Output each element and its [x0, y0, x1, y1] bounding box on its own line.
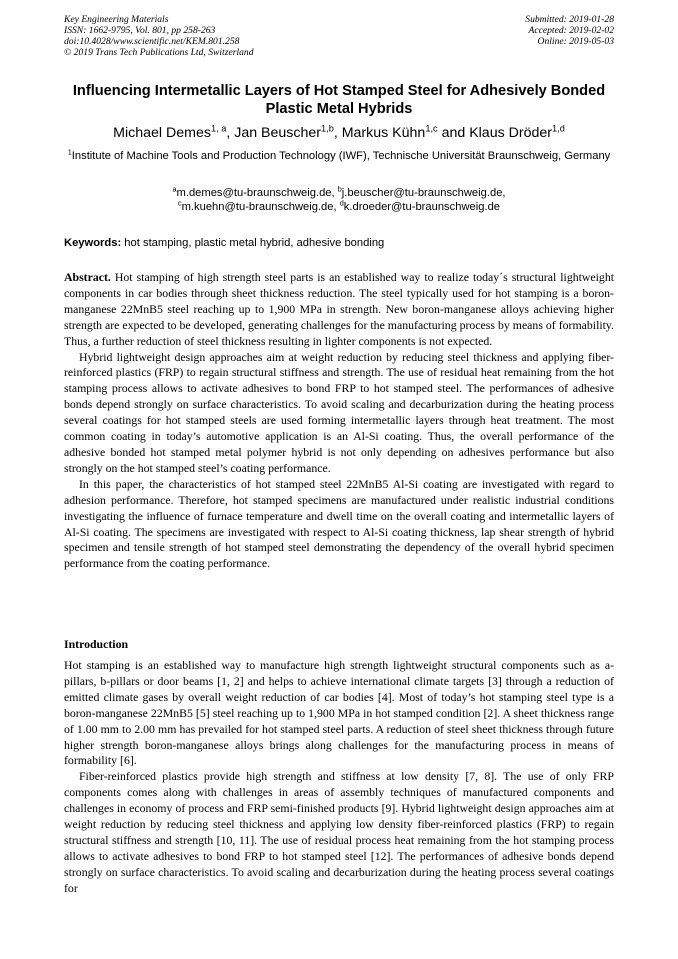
issn-line: ISSN: 1662-9795, Vol. 801, pp 258-263: [64, 25, 216, 36]
author-separator: ,: [333, 125, 342, 141]
paper-title: Influencing Intermetallic Layers of Hot Stamped Steel for Adhesively Bonded Plastic Metal Hybrids: [72, 83, 606, 117]
abstract-paragraph: In this paper, the characteristics of hot stamped steel 22MnB5 Al-Si coating are investigated with regard to adhesion performance. Therefore, hot stamped specimens are manufactured under realistic industrial conditions investigating the influence of furnace temperature and dwell time on the overall coating and intermetallic layers of Al-Si coating. The specimens are investigated with respect to Al-Si coating thickness, lap shear strength of hybrid specimen and tensile strength of hot stamped steel demonstrating the dependency of the overall hybrid specimen performance from the coating performance.: [64, 476, 614, 571]
email-address[interactable]: k.droeder@tu-braunschweig.de: [343, 201, 501, 213]
email-line: [64, 200, 614, 214]
doi-line: doi:10.4028/www.scientific.net/KEM.801.258: [64, 36, 240, 47]
journal-name: Key Engineering Materials: [64, 14, 169, 25]
dates-header: [525, 14, 614, 47]
abstract-label: Abstract.: [64, 270, 111, 284]
keywords-text: hot stamping, plastic metal hybrid, adhesive bonding: [121, 237, 385, 249]
online-date: Online: 2019-05-03: [537, 36, 614, 47]
abstract-paragraph: Hybrid lightweight design approaches aim at weight reduction by reducing steel thickness and applying fiber-reinforced plastics (FRP) to regain structural stiffness and strength. The use of residual heat remaining from the hot stamping process allows to activate adhesives to bond FRP to hot stamped steel. The performances of adhesive bonds depend strongly on surface characteristics. To avoid scaling and decarburization during the heating process several coatings for hot stamped steels are used forming intermetallic layers through heat treatment. The most common coating in today’s automotive application is an Al-Si coating. Thus, the overall performance of the adhesive bonded hot stamped metal polymer hybrid is not only depending on adhesives performance but also strongly on the hot stamped steel’s coating performance.: [64, 349, 614, 475]
body-paragraph: Fiber-reinforced plastics provide high strength and stiffness at low density [7, 8]. The use of only FRP components comes along with challenges in areas of assembly techniques of manufactured components and challenges in economy of process and FRP semi-finished products [9]. Hybrid lightweight design approaches aim at weight reduction by reducing steel thickness and applying low density fiber-reinforced plastics (FRP) to regain structural stiffness and strength [10, 11]. The use of residual process heat remaining from the hot stamping process allows to activate adhesives to bond FRP to hot stamped steel [12]. The performances of adhesive bonds depend strongly on surface characteristics. To avoid scaling and decarburization during the heating process several coatings for: [64, 769, 614, 895]
author-affiliation-mark: 1, a: [210, 123, 227, 134]
abstract-paragraph: [64, 270, 614, 350]
email-address[interactable]: j.beuscher@tu-braunschweig.de,: [341, 187, 506, 199]
email-address[interactable]: m.kuehn@tu-braunschweig.de,: [181, 201, 340, 213]
affiliation-text: Institute of Machine Tools and Production Technology (IWF), Technische Universität Braunschweig, Germany: [71, 150, 611, 162]
author-affiliation-mark: 1,d: [552, 123, 565, 134]
abstract-text: Hot stamping of high strength steel parts is an established way to realize today´s structural lightweight components in car bodies through sheet thickness reduction. The steel typically used for hot stamping is a boron-manganese 22MnB5 steel reaching up to 1,900 MPa in strength. New boron-manganese alloys achieving higher strength are expected to be developed, generating challenges for the manufacturing process by means of formability. Thus, a further reduction of steel thickness resulting in lighter components is not expected.: [64, 270, 614, 348]
email-address[interactable]: m.demes@tu-braunschweig.de,: [176, 187, 338, 199]
email-list: [64, 186, 614, 214]
author-list: [64, 124, 614, 142]
email-mark: d: [339, 198, 344, 208]
keywords: [64, 236, 614, 250]
submitted-date: Submitted: 2019-01-28: [525, 14, 614, 25]
section-heading-introduction: Introduction: [64, 637, 129, 651]
affiliation: [64, 149, 614, 163]
introduction-body: [64, 658, 614, 897]
abstract: [64, 270, 614, 572]
journal-header: [64, 14, 254, 58]
email-mark: c: [177, 198, 182, 208]
keywords-label: Keywords:: [64, 237, 122, 249]
author-name: Klaus Dröder: [469, 125, 552, 141]
affiliation-mark: 1: [67, 147, 72, 157]
copyright-line: © 2019 Trans Tech Publications Ltd, Switzerland: [64, 47, 254, 58]
author-affiliation-mark: 1,b: [321, 123, 334, 134]
author-name: Jan Beuscher: [234, 125, 321, 141]
author-separator: and: [437, 125, 470, 141]
email-mark: b: [337, 184, 342, 194]
author-affiliation-mark: 1,c: [425, 123, 438, 134]
author-name: Markus Kühn: [341, 125, 426, 141]
body-paragraph: Hot stamping is an established way to manufacture high strength lightweight structural components such as a-pillars, b-pillars or door beams [1, 2] and helps to achieve international climate targets [3] through a reduction of emitted climate gases by overall weight reduction of car bodies [4]. Most of today’s hot stamping steel type is a boron-manganese 22MnB5 [5] steel reaching up to 1,900 MPa in hot stamped condition [2]. A sheet thickness range of 1.00 mm to 2.00 mm has prevailed for hot stamped steel parts. A reduction of steel sheet thickness through future higher strength boron-manganese alloys brings along challenges for the manufacturing process in means of formability [6].: [64, 658, 614, 768]
author-name: Michael Demes: [113, 125, 211, 141]
author-separator: ,: [226, 125, 235, 141]
accepted-date: Accepted: 2019-02-02: [528, 25, 614, 36]
email-mark: a: [172, 184, 177, 194]
